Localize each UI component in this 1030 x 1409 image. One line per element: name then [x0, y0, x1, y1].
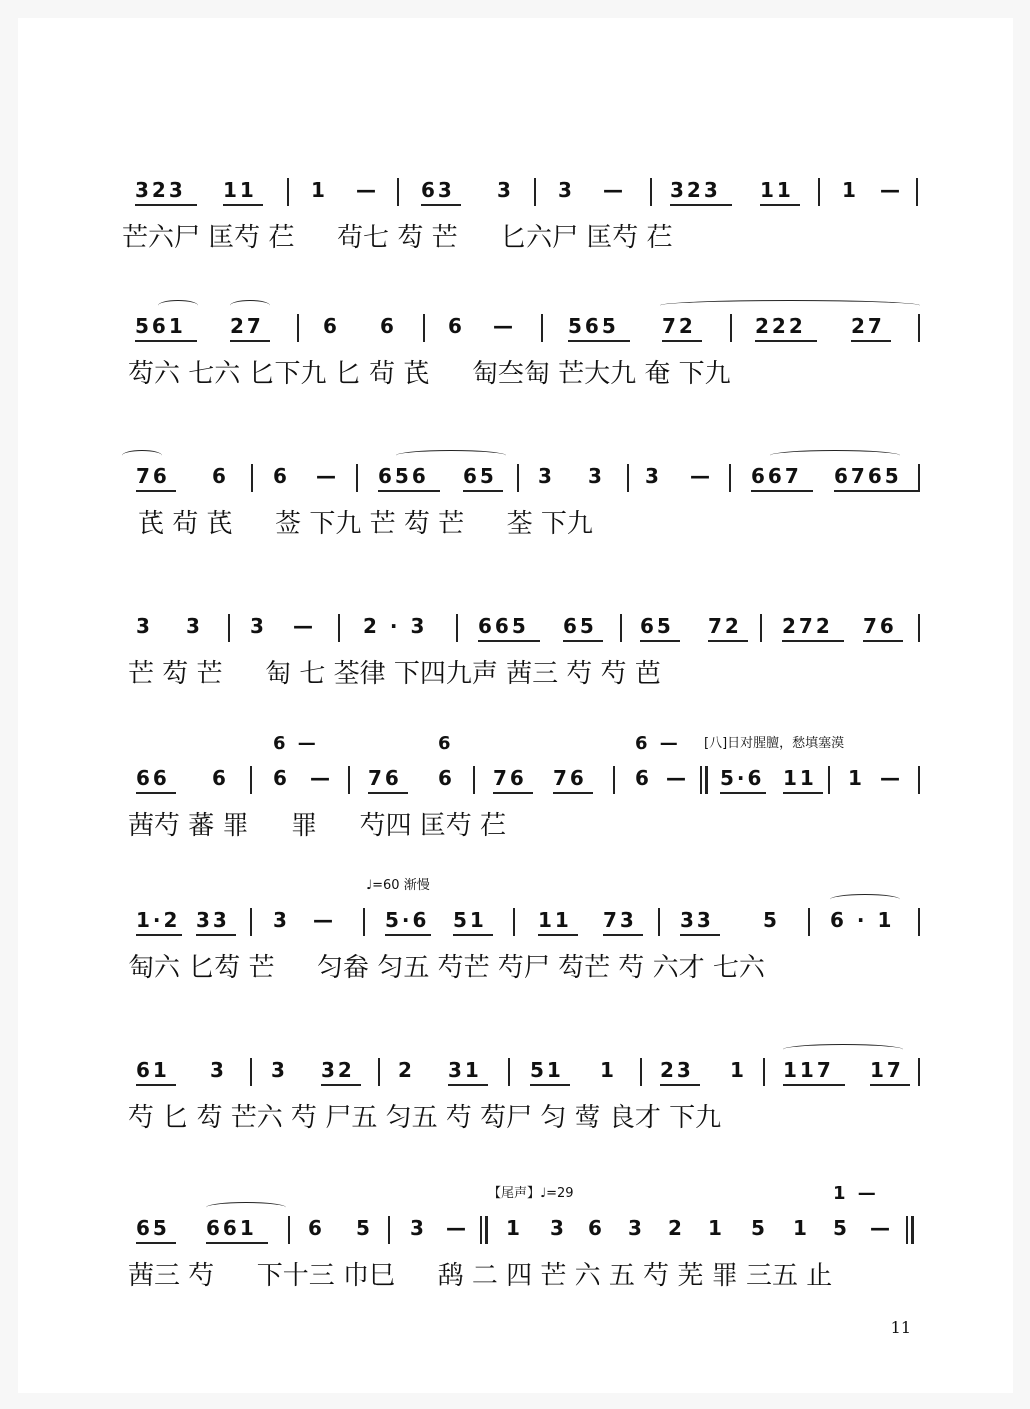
note-group: 3: [136, 614, 153, 638]
beam: [538, 934, 578, 936]
note-group: 1: [793, 1216, 810, 1240]
note-group: 51: [530, 1058, 564, 1082]
note-group: 6: [212, 464, 229, 488]
note-group: 565: [568, 314, 619, 338]
barline: [918, 1058, 920, 1086]
final-barline: [906, 1216, 908, 1244]
system-8: [18, 1183, 1013, 1316]
beam: [206, 1242, 268, 1244]
note-group: 3: [210, 1058, 227, 1082]
beam: [870, 1084, 910, 1086]
dash: —: [313, 908, 336, 932]
note-group: 6765: [834, 464, 902, 488]
barline: [650, 178, 652, 206]
beam: [553, 792, 593, 794]
note-group: 23: [660, 1058, 694, 1082]
tablature-text: 匋六 匕芶 芒 匀畚 匀五 芍芒 芍尸 芶芒 芍 六才 七六: [128, 953, 765, 983]
tablature-text: 芶六 七六 匕下九 匕 茍 芪 匋夳匋 芒大九 奄 下九: [128, 359, 731, 389]
note-group: 1: [708, 1216, 725, 1240]
note-group: 3: [588, 464, 605, 488]
note-group: 3: [410, 1216, 427, 1240]
barline: [918, 464, 920, 492]
barline: [729, 464, 731, 492]
slur: [660, 300, 920, 311]
barline: [640, 1058, 642, 1086]
note-group: 33: [196, 908, 230, 932]
dash: —: [666, 766, 689, 790]
system-2: [18, 294, 1013, 414]
beam: [751, 490, 813, 492]
barline: [423, 314, 425, 342]
jianzipu-line: [18, 950, 1013, 1000]
note-group: 6: [438, 766, 455, 790]
slur: [230, 300, 270, 311]
note-group: 2: [668, 1216, 685, 1240]
beam: [670, 204, 732, 206]
barline: [613, 766, 615, 794]
barline: [620, 614, 622, 642]
note-group: 1: [842, 178, 859, 202]
note-group: 272: [782, 614, 833, 638]
barline: [760, 614, 762, 642]
barline: [627, 464, 629, 492]
beam: [863, 640, 903, 642]
beam: [463, 490, 503, 492]
beam: [783, 1084, 845, 1086]
barline: [818, 178, 820, 206]
beam: [783, 792, 823, 794]
barline: [658, 908, 660, 936]
note-group: 5: [751, 1216, 768, 1240]
note-group: 11: [760, 178, 794, 202]
barline: [730, 314, 732, 342]
beam: [136, 934, 182, 936]
dash: —: [880, 766, 903, 790]
barline: [250, 908, 252, 936]
note-group: 3: [186, 614, 203, 638]
score-page: [18, 18, 1013, 1393]
beam: [135, 340, 197, 342]
note-group: 3: [250, 614, 267, 638]
note-group: 665: [478, 614, 529, 638]
jianpu-line: [18, 444, 1013, 504]
beam: [680, 934, 720, 936]
note-group: 65: [136, 1216, 170, 1240]
double-barline: [700, 766, 702, 794]
tablature-text: 茜三 芍 下十三 巾巳 鸹 二 四 芒 六 五 芍 芜 罪 三五 止: [128, 1261, 833, 1291]
note-group: 661: [206, 1216, 257, 1240]
beam: [230, 340, 270, 342]
tablature-text: 芒 芶 芒 匋 七 荃律 下四九声 茜三 芍 芍 芭: [128, 659, 661, 689]
note-group: 561: [135, 314, 186, 338]
slur: [770, 450, 900, 461]
barline: [397, 178, 399, 206]
note-group: 65: [463, 464, 497, 488]
beam: [760, 204, 800, 206]
note-group: 51: [453, 908, 487, 932]
upper-voice: 6: [438, 733, 454, 754]
jianpu-line: [18, 1038, 1013, 1098]
barline: [338, 614, 340, 642]
page-number: 11: [890, 1318, 911, 1337]
upper-voice: 6 —: [273, 733, 319, 754]
note-group: 3: [550, 1216, 567, 1240]
beam: [135, 204, 197, 206]
beam: [782, 640, 844, 642]
beam: [478, 640, 540, 642]
note-group: 63: [421, 178, 455, 202]
note-group: 3: [538, 464, 555, 488]
section-tempo-marking: 【尾声】♩=29: [488, 1186, 574, 1201]
note-group: 61: [136, 1058, 170, 1082]
beam: [421, 204, 461, 206]
barline: [918, 314, 920, 342]
tablature-text: 芒六尸 匡芍 芢 茍七 芶 芒 匕六尸 匡芍 芢: [122, 223, 673, 253]
beam: [493, 792, 533, 794]
barline: [288, 1216, 290, 1244]
note-group: 27: [230, 314, 264, 338]
note-group: 3: [628, 1216, 645, 1240]
note-group: 3: [558, 178, 575, 202]
note-group: 5·6: [385, 908, 430, 932]
beam: [662, 340, 702, 342]
barline: [513, 908, 515, 936]
note-group: 2 · 3: [363, 614, 428, 638]
barline: [348, 766, 350, 794]
note-group: 27: [851, 314, 885, 338]
beam: [563, 640, 603, 642]
barline: [763, 1058, 765, 1086]
note-group: 72: [662, 314, 696, 338]
jianpu-line: [18, 878, 1013, 948]
note-group: 1: [600, 1058, 617, 1082]
note-group: 3: [271, 1058, 288, 1082]
barline: [808, 908, 810, 936]
barline: [250, 1058, 252, 1086]
beam: [385, 934, 431, 936]
note-group: 31: [448, 1058, 482, 1082]
note-group: 3: [273, 908, 290, 932]
system-5: [18, 733, 1013, 866]
note-group: 5: [833, 1216, 850, 1240]
barline: [356, 464, 358, 492]
note-group: 76: [493, 766, 527, 790]
beam: [851, 340, 891, 342]
beam: [720, 792, 766, 794]
note-group: 5·6: [720, 766, 765, 790]
note-group: 5: [763, 908, 780, 932]
beam: [223, 204, 263, 206]
note-group: 1: [506, 1216, 523, 1240]
note-group: 3: [497, 178, 514, 202]
dash: —: [356, 178, 379, 202]
system-6: [18, 878, 1013, 1008]
note-group: 5: [356, 1216, 373, 1240]
note-group: 1: [848, 766, 865, 790]
note-group: 6: [273, 464, 290, 488]
beam: [453, 934, 493, 936]
beam: [660, 1084, 700, 1086]
note-group: 1·2: [136, 908, 181, 932]
barline: [473, 766, 475, 794]
beam: [603, 934, 643, 936]
jianzipu-line: [18, 356, 1013, 406]
barline: [228, 614, 230, 642]
note-group: 1: [730, 1058, 747, 1082]
note-group: 32: [321, 1058, 355, 1082]
jianzipu-line: [18, 656, 1013, 706]
dash: —: [603, 178, 626, 202]
slur: [122, 450, 162, 461]
beam: [136, 792, 176, 794]
note-group: 65: [640, 614, 674, 638]
note-group: 11: [223, 178, 257, 202]
tablature-text: 芍 匕 芶 芒六 芍 尸五 匀五 芍 芶尸 匀 莺 良才 下九: [128, 1103, 722, 1133]
jianpu-line: [18, 1183, 1013, 1256]
system-3: [18, 444, 1013, 564]
note-group: 11: [538, 908, 572, 932]
jianpu-line: [18, 158, 1013, 218]
tablature-text: 芪 茍 芪 莶 下九 芒 芶 芒 荃 下九: [138, 509, 593, 539]
beam: [368, 792, 408, 794]
barline: [541, 314, 543, 342]
double-barline: [480, 1216, 482, 1244]
barline: [508, 1058, 510, 1086]
system-7: [18, 1038, 1013, 1158]
system-1: [18, 158, 1013, 278]
barline: [918, 908, 920, 936]
slur: [396, 450, 506, 461]
barline: [828, 766, 830, 794]
barline: [456, 614, 458, 642]
note-group: 656: [378, 464, 429, 488]
note-group: 6: [212, 766, 229, 790]
barline: [534, 178, 536, 206]
barline: [378, 1058, 380, 1086]
note-group: 76: [863, 614, 897, 638]
jianzipu-line: [18, 808, 1013, 858]
note-group: 33: [680, 908, 714, 932]
note-group: 17: [870, 1058, 904, 1082]
beam: [755, 340, 817, 342]
note-group: 76: [136, 464, 170, 488]
jianpu-line: [18, 594, 1013, 654]
note-group: 6: [273, 766, 290, 790]
dash: —: [293, 614, 316, 638]
beam: [136, 490, 176, 492]
jianpu-line: [18, 294, 1013, 354]
barline: [250, 766, 252, 794]
note-group: 323: [670, 178, 721, 202]
beam: [708, 640, 748, 642]
note-group: 667: [751, 464, 802, 488]
note-group: 6: [588, 1216, 605, 1240]
beam: [196, 934, 236, 936]
note-group: 65: [563, 614, 597, 638]
beam: [568, 340, 630, 342]
beam: [448, 1084, 488, 1086]
beam: [640, 640, 680, 642]
barline: [918, 766, 920, 794]
beam: [378, 490, 440, 492]
barline: [918, 614, 920, 642]
slur: [206, 1202, 286, 1213]
barline: [251, 464, 253, 492]
section-annotation: [八]日对腥膻，愁填塞漠: [704, 736, 845, 751]
tempo-marking: ♩=60 渐慢: [366, 878, 430, 893]
note-group: 323: [135, 178, 186, 202]
note-group: 73: [603, 908, 637, 932]
slur: [830, 894, 900, 905]
slur: [783, 1044, 903, 1055]
note-group: 2: [398, 1058, 415, 1082]
system-4: [18, 594, 1013, 714]
dash: —: [880, 178, 903, 202]
note-group: 6: [323, 314, 340, 338]
beam: [321, 1084, 361, 1086]
jianzipu-line: [18, 506, 1013, 556]
beam: [530, 1084, 570, 1086]
note-group: 6: [635, 766, 652, 790]
jianpu-line: [18, 733, 1013, 806]
note-group: 6: [308, 1216, 325, 1240]
note-group: 76: [553, 766, 587, 790]
slur: [158, 300, 198, 311]
barline: [287, 178, 289, 206]
dash: —: [870, 1216, 893, 1240]
note-group: 222: [755, 314, 806, 338]
note-group: 6: [380, 314, 397, 338]
note-group: 1: [311, 178, 328, 202]
barline: [363, 908, 365, 936]
barline: [517, 464, 519, 492]
jianzipu-line: [18, 220, 1013, 270]
dash: —: [310, 766, 333, 790]
jianzipu-line: [18, 1258, 1013, 1308]
note-group: 6 · 1: [830, 908, 895, 932]
note-group: 66: [136, 766, 170, 790]
note-group: 117: [783, 1058, 834, 1082]
barline: [297, 314, 299, 342]
barline: [388, 1216, 390, 1244]
note-group: 76: [368, 766, 402, 790]
dash: —: [446, 1216, 469, 1240]
beam: [136, 1084, 176, 1086]
note-group: 6: [448, 314, 465, 338]
dash: —: [493, 314, 516, 338]
note-group: 11: [783, 766, 817, 790]
note-group: 3: [645, 464, 662, 488]
upper-voice: 1 —: [833, 1183, 879, 1204]
jianzipu-line: [18, 1100, 1013, 1150]
tablature-text: 茜芍 蕃 罪 罪 芍四 匡芍 芢: [128, 811, 507, 841]
beam: [136, 1242, 176, 1244]
barline: [916, 178, 918, 206]
dash: —: [690, 464, 713, 488]
dash: —: [316, 464, 339, 488]
note-group: 72: [708, 614, 742, 638]
upper-voice: 6 —: [635, 733, 681, 754]
beam: [834, 490, 918, 492]
